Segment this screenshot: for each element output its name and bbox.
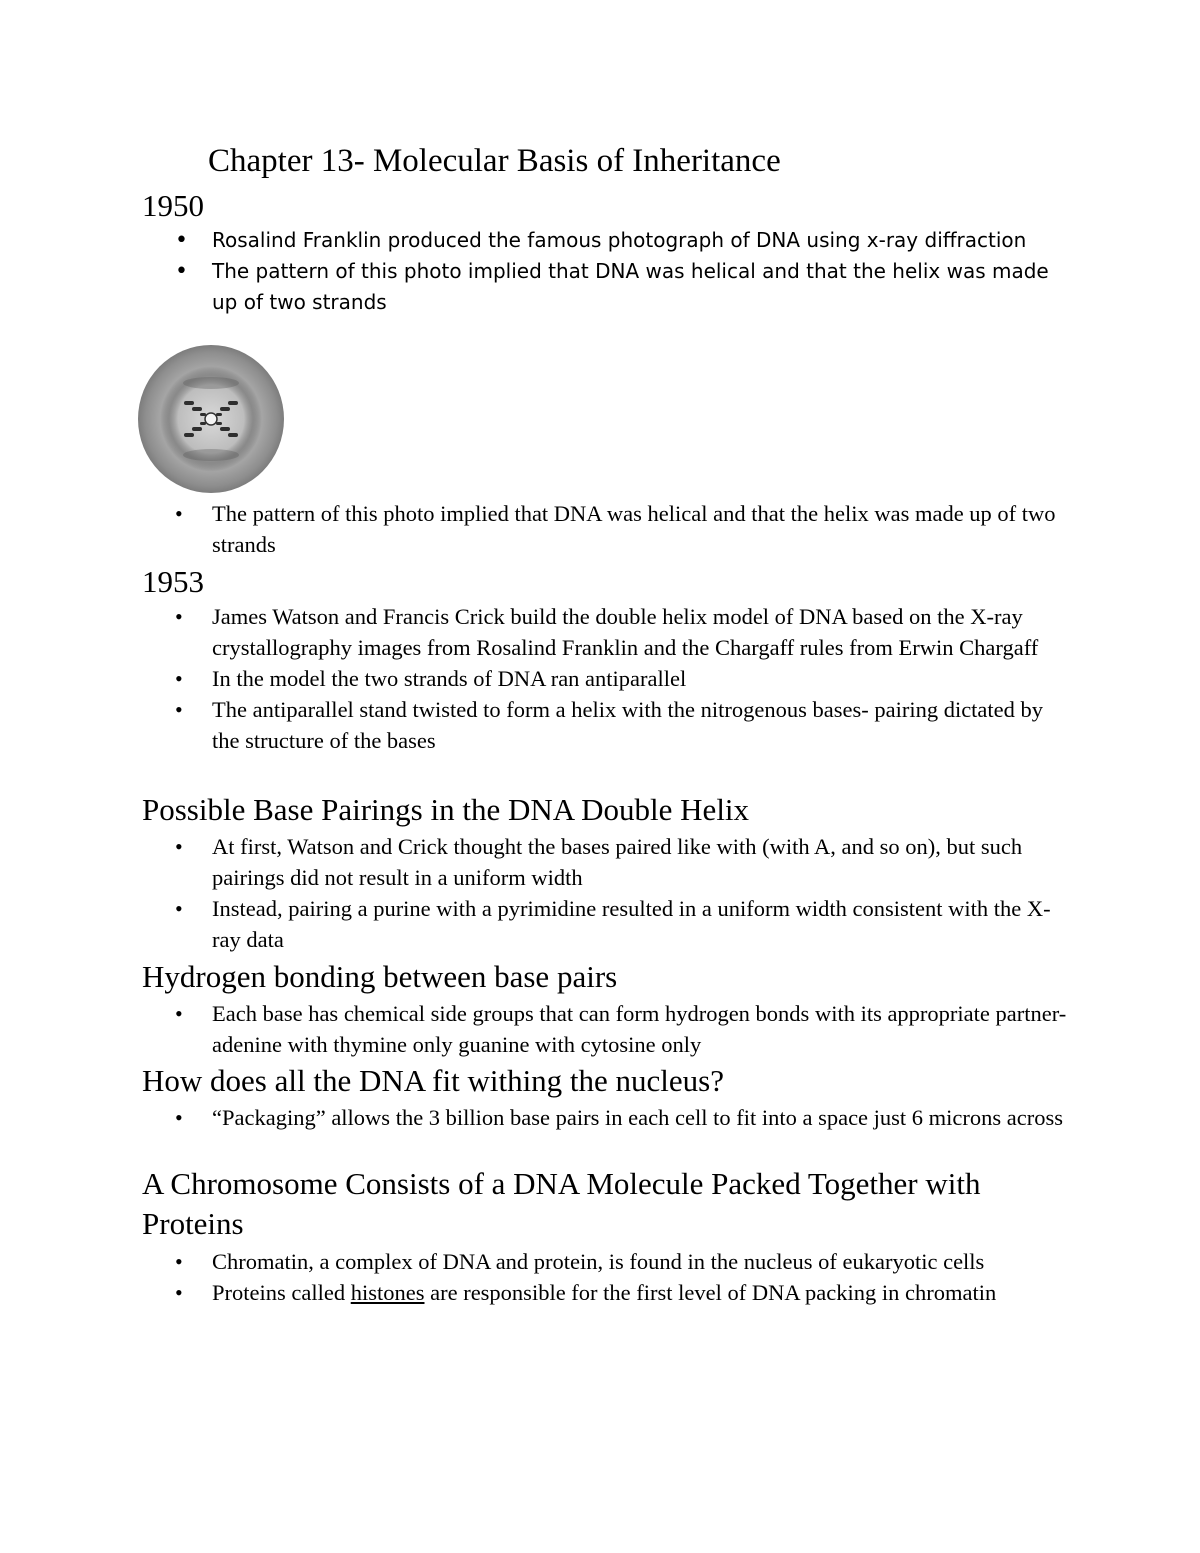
bullet-icon: • bbox=[175, 1001, 183, 1026]
histones-term: histones bbox=[350, 1280, 425, 1305]
bullet-icon: • bbox=[175, 1249, 183, 1274]
list-item-text: Instead, pairing a purine with a pyrimidine resulted in a uniform width consistent with the X-ray data bbox=[212, 896, 1051, 952]
section-heading-1950: 1950 bbox=[142, 188, 204, 223]
list-item bbox=[142, 1102, 1072, 1133]
bullet-icon: • bbox=[175, 834, 183, 859]
bullet-icon: • bbox=[175, 501, 183, 526]
list-item bbox=[142, 225, 1072, 256]
list-item bbox=[142, 1246, 1072, 1277]
bullet-icon: • bbox=[175, 666, 183, 691]
list-item-text bbox=[212, 1280, 996, 1305]
list-item bbox=[142, 601, 1072, 663]
page-title: Chapter 13- Molecular Basis of Inheritance bbox=[208, 143, 781, 179]
list-item bbox=[142, 498, 1072, 560]
list-item-text: Each base has chemical side groups that can form hydrogen bonds with its appropriate partner- adenine with thymine only guanine with cytosine only bbox=[212, 1001, 1067, 1057]
list-item-text: In the model the two strands of DNA ran antiparallel bbox=[212, 666, 687, 691]
bullet-list-1953 bbox=[142, 601, 1072, 756]
list-item bbox=[142, 256, 1072, 318]
list-item bbox=[142, 831, 1072, 893]
bullet-icon: • bbox=[175, 228, 188, 253]
bullet-icon: • bbox=[175, 604, 183, 629]
bullet-icon: • bbox=[175, 1105, 183, 1130]
bullet-list-1950 bbox=[142, 225, 1072, 318]
section-heading-base-pairings: Possible Base Pairings in the DNA Double Helix bbox=[142, 792, 750, 827]
list-item-text-part: are responsible for the first level of DNA packing in chromatin bbox=[424, 1280, 997, 1305]
list-item-text: “Packaging” allows the 3 billion base pairs in each cell to fit into a space just 6 microns across bbox=[212, 1105, 1064, 1130]
bullet-list-chromosome bbox=[142, 1246, 1072, 1308]
bullet-list-photo bbox=[142, 498, 1072, 560]
list-item-text: At first, Watson and Crick thought the bases paired like with (with A, and so on), but such pairings did not result in a uniform width bbox=[212, 834, 1023, 890]
bullet-icon: • bbox=[175, 1280, 183, 1305]
list-item bbox=[142, 694, 1072, 756]
section-heading-hydrogen-bonding: Hydrogen bonding between base pairs bbox=[142, 959, 618, 994]
section-heading-dna-fit: How does all the DNA fit withing the nucleus? bbox=[142, 1063, 725, 1098]
list-item-text: The pattern of this photo implied that DNA was helical and that the helix was made up of two strands bbox=[212, 259, 1049, 314]
list-item bbox=[142, 998, 1072, 1060]
bullet-list-base-pairings bbox=[142, 831, 1072, 955]
bullet-icon: • bbox=[175, 697, 183, 722]
list-item bbox=[142, 1277, 1072, 1308]
list-item-text: The antiparallel stand twisted to form a helix with the nitrogenous bases- pairing dictated by the structure of the bases bbox=[212, 697, 1044, 753]
list-item-text: The pattern of this photo implied that DNA was helical and that the helix was made up of two strands bbox=[212, 501, 1056, 557]
section-heading-1953: 1953 bbox=[142, 564, 204, 599]
list-item bbox=[142, 663, 1072, 694]
bullet-list-dna-fit bbox=[142, 1102, 1072, 1133]
xray-diffraction-photo bbox=[138, 345, 284, 493]
list-item-text-part: Proteins called bbox=[212, 1280, 351, 1305]
list-item-text: James Watson and Francis Crick build the double helix model of DNA based on the X-ray crystallography images from Rosalind Franklin and the Chargaff rules from Erwin Chargaff bbox=[212, 604, 1039, 660]
bullet-icon: • bbox=[175, 259, 188, 284]
section-heading-chromosome: A Chromosome Consists of a DNA Molecule Packed Together with Proteins bbox=[142, 1166, 981, 1241]
bullet-icon: • bbox=[175, 896, 183, 921]
bullet-list-hydrogen-bonding bbox=[142, 998, 1072, 1060]
list-item bbox=[142, 893, 1072, 955]
list-item-text: Rosalind Franklin produced the famous photograph of DNA using x-ray diffraction bbox=[212, 228, 1027, 252]
list-item-text: Chromatin, a complex of DNA and protein, is found in the nucleus of eukaryotic cells bbox=[212, 1249, 985, 1274]
